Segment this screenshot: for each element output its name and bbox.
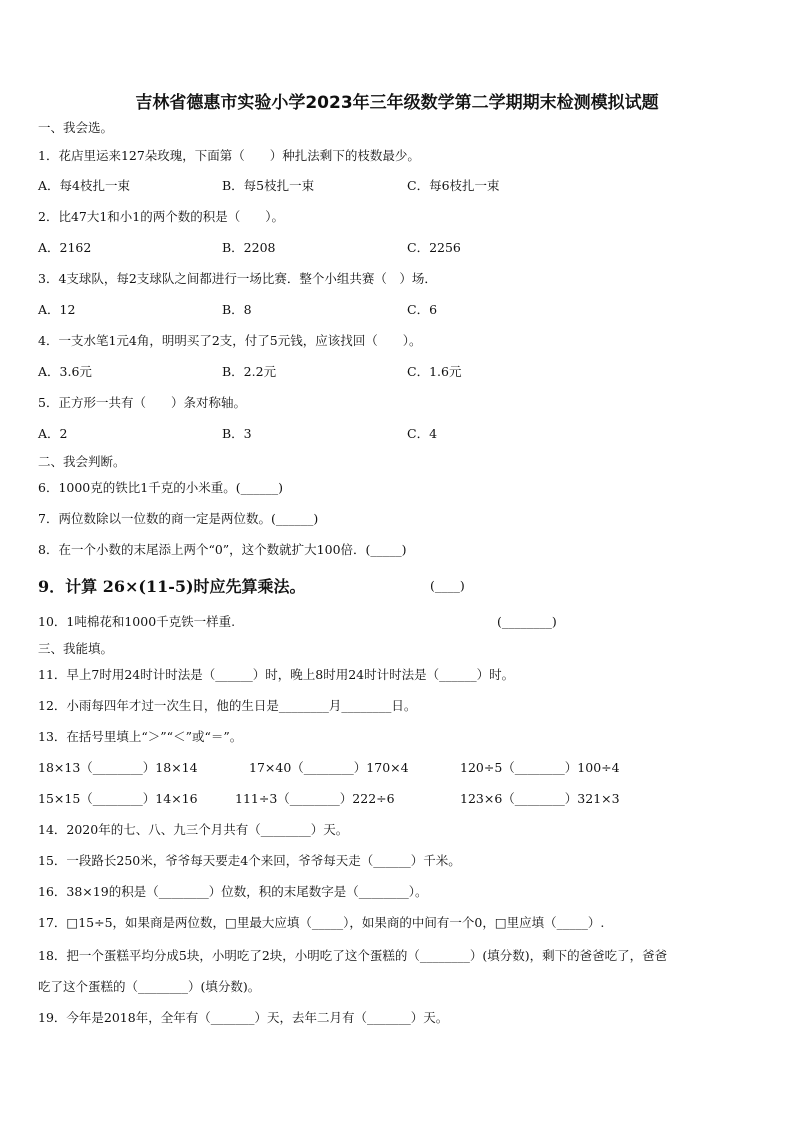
q4-option-c: C．1.6元: [407, 364, 462, 379]
q3-option-b: B．8: [222, 302, 252, 317]
question-13: 13．在括号里填上“＞”“＜”或“＝”。: [38, 729, 243, 744]
q1-option-a: A．每4枝扎一束: [38, 178, 130, 193]
question-5: 5．正方形一共有（ ）条对称轴。: [38, 395, 246, 410]
question-19: 19．今年是2018年，全年有（_______）天，去年二月有（_______）天。: [38, 1010, 449, 1025]
question-3: 3．4支球队，每2支球队之间都进行一场比赛．整个小组共赛（ ）场．: [38, 271, 437, 286]
question-11: 11．早上7时用24时计时法是（______）时，晚上8时用24时计时法是（______）时。: [38, 667, 515, 682]
section-heading-3: 三、我能填。: [38, 641, 114, 656]
section-heading-2: 二、我会判断。: [38, 454, 126, 469]
q5-option-a: A．2: [38, 426, 68, 441]
q2-option-c: C．2256: [407, 240, 461, 255]
q13-compare-1: 18×13（________）18×14: [38, 760, 198, 775]
q1-option-c: C．每6枝扎一束: [407, 178, 500, 193]
section-heading-1: 一、我会选。: [38, 120, 114, 135]
q3-option-a: A．12: [38, 302, 76, 317]
question-18-line-2: 吃了这个蛋糕的（________）(填分数)。: [38, 979, 261, 994]
q13-compare-4: 15×15（________）14×16: [38, 791, 198, 806]
q13-compare-2: 17×40（________）170×4: [249, 760, 409, 775]
q4-option-b: B．2.2元: [222, 364, 277, 379]
q1-option-b: B．每5枝扎一束: [222, 178, 315, 193]
page-title: 吉林省德惠市实验小学2023年三年级数学第二学期期末检测模拟试题: [135, 93, 659, 113]
question-6: 6．1000克的铁比1千克的小米重。(______): [38, 480, 283, 495]
q13-compare-6: 123×6（________）321×3: [460, 791, 620, 806]
question-7: 7．两位数除以一位数的商一定是两位数。(______): [38, 511, 319, 526]
question-1: 1．花店里运来127朵玫瑰，下面第（ ）种扎法剩下的枝数最少。: [38, 148, 420, 163]
q3-option-c: C．6: [407, 302, 438, 317]
question-9: 9．计算 26×(11-5)时应先算乘法。: [38, 577, 306, 596]
question-2: 2．比47大1和小1的两个数的积是（ ）。: [38, 209, 285, 224]
q2-option-a: A．2162: [38, 240, 92, 255]
q5-option-b: B．3: [222, 426, 252, 441]
question-8: 8．在一个小数的末尾添上两个“0”，这个数就扩大100倍．(_____): [38, 542, 407, 557]
question-17: 17．□15÷5，如果商是两位数，□里最大应填（_____），如果商的中间有一个0，□里应填（_____）.: [38, 915, 605, 930]
q2-option-b: B．2208: [222, 240, 276, 255]
q13-compare-5: 111÷3（________）222÷6: [235, 791, 395, 806]
question-4: 4．一支水笔1元4角，明明买了2支，付了5元钱，应该找回（ ）。: [38, 333, 422, 348]
question-15: 15．一段路长250米，爷爷每天要走4个来回，爷爷每天走（______）千米。: [38, 853, 461, 868]
q4-option-a: A．3.6元: [38, 364, 92, 379]
question-10: 10．1吨棉花和1000千克铁一样重.: [38, 614, 236, 629]
question-10-answer-blank: (________): [497, 614, 557, 629]
question-18-line-1: 18．把一个蛋糕平均分成5块，小明吃了2块，小明吃了这个蛋糕的（________）(填分数)，剩下的爸爸吃了，爸爸: [38, 948, 668, 963]
question-14: 14．2020年的七、八、九三个月共有（________）天。: [38, 822, 349, 837]
q13-compare-3: 120÷5（________）100÷4: [460, 760, 620, 775]
q5-option-c: C．4: [407, 426, 438, 441]
question-12: 12．小雨每四年才过一次生日，他的生日是________月________日。: [38, 698, 417, 713]
question-9-answer-blank: (____): [430, 578, 465, 593]
question-16: 16．38×19的积是（________）位数，积的末尾数字是（________）。: [38, 884, 428, 899]
